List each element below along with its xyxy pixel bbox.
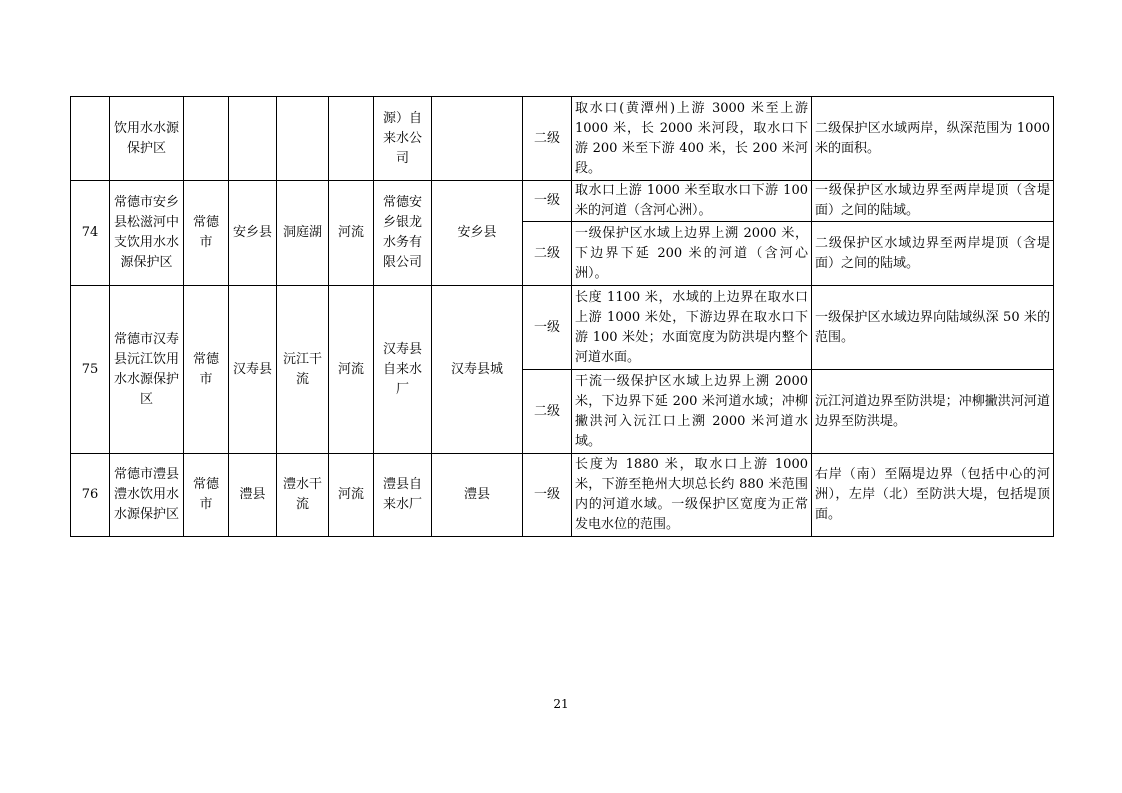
level-cell: 一级	[523, 286, 572, 370]
type-cell: 河流	[329, 454, 374, 537]
zone-name-cell: 常德市汉寿县沅江饮用水水源保护区	[110, 286, 184, 454]
county-cell: 澧县	[229, 454, 277, 537]
water-range-cell: 取水口(黄潭州)上游 3000 米至上游 1000 米，长 2000 米河段，取水口下游 200 米至下游 400 米，长 200 米河段。	[572, 97, 812, 181]
land-range-cell: 一级保护区水域边界向陆域纵深 50 米的范围。	[812, 286, 1054, 370]
table-row	[71, 97, 1054, 181]
row-number-cell: 75	[71, 286, 110, 454]
county-cell: 安乡县	[229, 181, 277, 286]
county-cell	[229, 97, 277, 181]
serve-area-cell: 安乡县	[432, 181, 523, 286]
city-cell: 常德市	[184, 286, 229, 454]
land-range-cell: 右岸（南）至隔堤边界（包括中心的河洲），左岸（北）至防洪大堤，包括堤顶面。	[812, 454, 1054, 537]
water-body-cell: 洞庭湖	[277, 181, 329, 286]
city-cell	[184, 97, 229, 181]
row-number-cell: 76	[71, 454, 110, 537]
zone-name-cell: 常德市澧县澧水饮用水水源保护区	[110, 454, 184, 537]
city-cell: 常德市	[184, 454, 229, 537]
type-cell: 河流	[329, 286, 374, 454]
level-cell: 一级	[523, 454, 572, 537]
serve-area-cell	[432, 97, 523, 181]
operator-cell: 澧县自来水厂	[374, 454, 432, 537]
water-range-cell: 长度 1100 米，水域的上边界在取水口上游 1000 米处，下游边界在取水口下游 100 米处；水面宽度为防洪堤内整个河道水面。	[572, 286, 812, 370]
land-range-cell: 二级保护区水域两岸，纵深范围为 1000 米的面积。	[812, 97, 1054, 181]
serve-area-cell: 澧县	[432, 454, 523, 537]
water-range-cell: 一级保护区水域上边界上溯 2000 米，下边界下延 200 米的河道（含河心洲）。	[572, 222, 812, 286]
water-range-cell: 取水口上游 1000 米至取水口下游 100 米的河道（含河心洲）。	[572, 181, 812, 222]
land-range-cell: 二级保护区水域边界至两岸堤顶（含堤面）之间的陆域。	[812, 222, 1054, 286]
level-cell: 二级	[523, 370, 572, 454]
operator-cell: 源）自来水公司	[374, 97, 432, 181]
row-number-cell: 74	[71, 181, 110, 286]
serve-area-cell: 汉寿县城	[432, 286, 523, 454]
operator-cell: 汉寿县自来水厂	[374, 286, 432, 454]
level-cell: 一级	[523, 181, 572, 222]
land-range-cell: 沅江河道边界至防洪堤；冲柳撇洪河河道边界至防洪堤。	[812, 370, 1054, 454]
type-cell	[329, 97, 374, 181]
protection-zone-table	[70, 96, 1054, 537]
table-row	[71, 181, 1054, 222]
row-number-cell	[71, 97, 110, 181]
city-cell: 常德市	[184, 181, 229, 286]
water-body-cell: 沅江干流	[277, 286, 329, 454]
type-cell: 河流	[329, 181, 374, 286]
water-body-cell: 澧水干流	[277, 454, 329, 537]
zone-name-cell: 饮用水水源保护区	[110, 97, 184, 181]
water-range-cell: 干流一级保护区水域上边界上溯 2000 米，下边界下延 200 米河道水域；冲柳撇洪河入沅江口上溯 2000 米河道水域。	[572, 370, 812, 454]
zone-name-cell: 常德市安乡县松滋河中支饮用水水源保护区	[110, 181, 184, 286]
water-range-cell: 长度为 1880 米，取水口上游 1000 米，下游至艳州大坝总长约 880 米范围内的河道水域。一级保护区宽度为正常发电水位的范围。	[572, 454, 812, 537]
water-body-cell	[277, 97, 329, 181]
table-row	[71, 286, 1054, 370]
level-cell: 二级	[523, 97, 572, 181]
county-cell: 汉寿县	[229, 286, 277, 454]
land-range-cell: 一级保护区水域边界至两岸堤顶（含堤面）之间的陆域。	[812, 181, 1054, 222]
operator-cell: 常德安乡银龙水务有限公司	[374, 181, 432, 286]
level-cell: 二级	[523, 222, 572, 286]
table-row	[71, 454, 1054, 537]
page-number: 21	[553, 697, 569, 711]
